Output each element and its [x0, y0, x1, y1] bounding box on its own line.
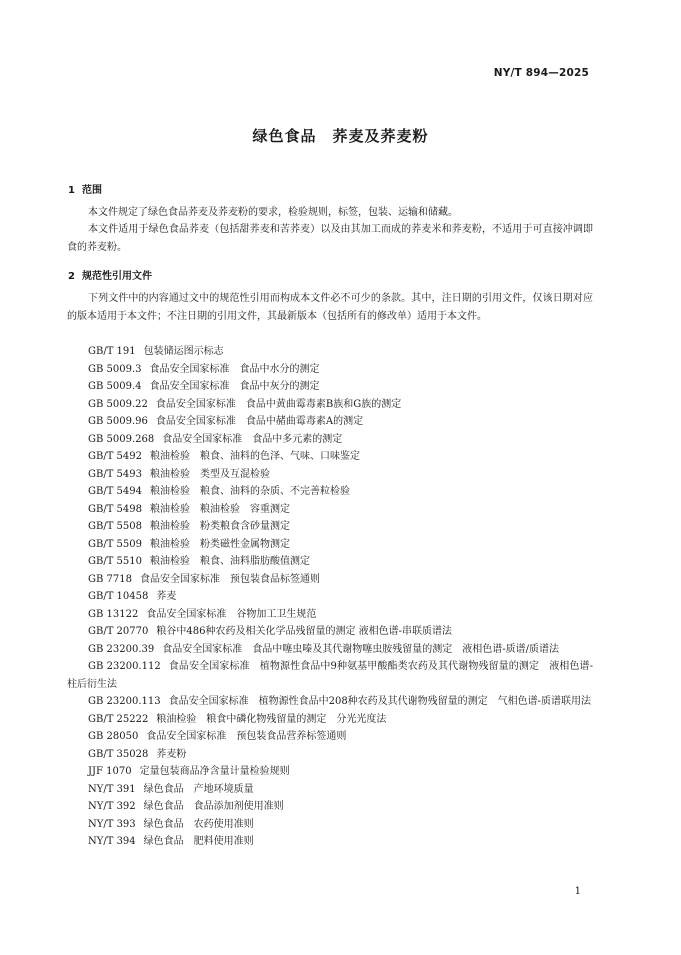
reference-code: NY/T 392 — [88, 801, 136, 812]
reference-item — [67, 536, 593, 554]
reference-code: NY/T 393 — [88, 818, 136, 830]
reference-title: 粮油检验 粮油检验 容重测定 — [150, 503, 291, 515]
reference-title: 绿色食品 产地环境质量 — [143, 783, 254, 795]
reference-title: 定量包装商品净含量计量检验规则 — [139, 766, 290, 777]
reference-code: GB 5009.96 — [88, 416, 148, 427]
reference-item — [67, 728, 593, 746]
reference-item — [67, 816, 593, 834]
reference-title: 绿色食品 食品添加剂使用准则 — [143, 801, 284, 812]
reference-title: 食品安全国家标准 食品中水分的测定 — [149, 363, 320, 375]
reference-title: 食品安全国家标准 食品中黄曲霉毒素B族和G族的测定 — [155, 398, 402, 410]
reference-title: 粮油检验 粮食、油料的杂质、不完善粒检验 — [150, 486, 351, 497]
reference-item — [67, 378, 593, 396]
reference-code: GB/T 5493 — [88, 468, 143, 480]
reference-title: 食品安全国家标准 食品中噻虫嗪及其代谢物噻虫胺残留量的测定 液相色谱-质谱/质谱法 — [162, 643, 559, 655]
reference-code: GB/T 5508 — [88, 521, 143, 532]
page-number: 1 — [574, 886, 581, 897]
reference-item — [67, 483, 593, 501]
reference-code: GB 5009.3 — [88, 363, 142, 375]
reference-code: GB/T 25222 — [88, 713, 149, 725]
reference-code: GB 5009.22 — [88, 398, 148, 410]
reference-item — [67, 571, 593, 589]
reference-title: 食品安全国家标准 谷物加工卫生规范 — [146, 608, 317, 620]
reference-title: 食品安全国家标准 食品中赭曲霉毒素A的测定 — [155, 416, 364, 427]
reference-code: GB/T 5509 — [88, 538, 143, 550]
reference-title: 绿色食品 肥料使用准则 — [143, 836, 254, 847]
reference-code: NY/T 394 — [88, 836, 136, 847]
reference-item — [67, 833, 593, 851]
reference-item — [67, 763, 593, 781]
references-intro-paragraph: 下列文件中的内容通过文中的规范性引用而构成本文件必不可少的条款。其中，注日期的引用文件，仅该日期对应的版本适用于本文件；不注日期的引用文件，其最新版本（包括所有的修改单）适用于本文件。 — [67, 293, 593, 322]
reference-item — [67, 623, 593, 641]
reference-code: GB 7718 — [88, 573, 132, 585]
reference-item — [67, 658, 593, 693]
reference-title: 粮油检验 类型及互混检验 — [150, 468, 271, 480]
reference-title: 荞麦 — [156, 591, 177, 602]
reference-item — [67, 501, 593, 519]
reference-code: GB/T 10458 — [88, 591, 149, 602]
reference-item — [67, 466, 593, 484]
reference-code: GB 5009.4 — [88, 381, 142, 392]
reference-list — [67, 343, 593, 851]
reference-code: NY/T 391 — [88, 783, 136, 795]
reference-item — [67, 711, 593, 729]
section-number: 1 — [68, 185, 75, 196]
reference-item — [67, 798, 593, 816]
reference-title: 粮油检验 粉类粮食含砂量测定 — [150, 521, 291, 532]
reference-code: GB/T 5510 — [88, 556, 143, 567]
reference-title: 粮油检验 粮食、油料脂肪酸值测定 — [150, 556, 311, 567]
reference-item — [67, 361, 593, 379]
reference-title: 粮谷中486种农药及相关化学品残留量的测定 液相色谱-串联质谱法 — [156, 626, 453, 637]
reference-title: 食品安全国家标准 食品中多元素的测定 — [162, 433, 343, 445]
reference-item — [67, 606, 593, 624]
reference-code: GB 5009.268 — [88, 433, 155, 445]
reference-item — [67, 413, 593, 431]
reference-code: GB 28050 — [88, 731, 139, 742]
reference-item — [67, 553, 593, 571]
reference-code: GB 23200.113 — [88, 696, 161, 707]
scope-paragraph-2: 本文件适用于绿色食品荞麦（包括甜荞麦和苦荞麦）以及由其加工而成的荞麦米和荞麦粉，不适用于可直接冲调即食的荞麦粉。 — [67, 224, 593, 253]
reference-title: 粮油检验 粮食、油料的色泽、气味、口味鉴定 — [150, 451, 361, 462]
reference-title: 食品安全国家标准 植物源性食品中9种氨基甲酸酯类农药及其代谢物残留量的测定 液相色谱-柱后衍生法 — [67, 661, 593, 690]
reference-code: GB 23200.112 — [88, 661, 161, 672]
reference-item — [67, 781, 593, 799]
section-heading-text: 规范性引用文件 — [82, 271, 152, 282]
reference-code: JJF 1070 — [88, 766, 132, 777]
reference-item — [67, 343, 593, 361]
reference-item — [67, 518, 593, 536]
document-code: NY/T 894—2025 — [493, 67, 589, 79]
scope-paragraph-1: 本文件规定了绿色食品荞麦及荞麦粉的要求，检验规则，标签，包装、运输和储藏。 — [88, 207, 458, 218]
reference-title: 食品安全国家标准 预包装食品营养标签通则 — [146, 731, 347, 742]
reference-item — [67, 641, 593, 659]
reference-title: 食品安全国家标准 预包装食品标签通则 — [139, 573, 320, 585]
reference-code: GB/T 35028 — [88, 748, 149, 760]
reference-item — [67, 746, 593, 764]
reference-item — [67, 431, 593, 449]
reference-title: 荞麦粉 — [156, 748, 187, 760]
reference-code: GB 23200.39 — [88, 643, 155, 655]
reference-item — [67, 448, 593, 466]
page-title: 绿色食品 荞麦及荞麦粉 — [252, 127, 429, 145]
reference-code: GB 13122 — [88, 608, 139, 620]
reference-code: GB/T 5498 — [88, 503, 143, 515]
reference-code: GB/T 5494 — [88, 486, 143, 497]
reference-item — [67, 693, 593, 711]
section-number: 2 — [68, 271, 75, 282]
reference-title: 粮油检验 粮食中磷化物残留量的测定 分光光度法 — [156, 713, 387, 725]
reference-code: GB/T 5492 — [88, 451, 143, 462]
reference-item — [67, 396, 593, 414]
reference-item — [67, 588, 593, 606]
reference-code: GB/T 191 — [88, 346, 136, 357]
section-heading-text: 范围 — [82, 185, 102, 196]
reference-code: GB/T 20770 — [88, 626, 149, 637]
section-heading-scope — [68, 181, 102, 196]
reference-title: 绿色食品 农药使用准则 — [143, 818, 254, 830]
section-heading-normative-references — [68, 267, 152, 282]
reference-title: 粮油检验 粉类磁性金属物测定 — [150, 538, 291, 550]
reference-title: 食品安全国家标准 植物源性食品中208种农药及其代谢物残留量的测定 气相色谱-质谱联用法 — [168, 696, 592, 707]
reference-title: 包装储运图示标志 — [143, 346, 224, 357]
reference-title: 食品安全国家标准 食品中灰分的测定 — [149, 381, 320, 392]
